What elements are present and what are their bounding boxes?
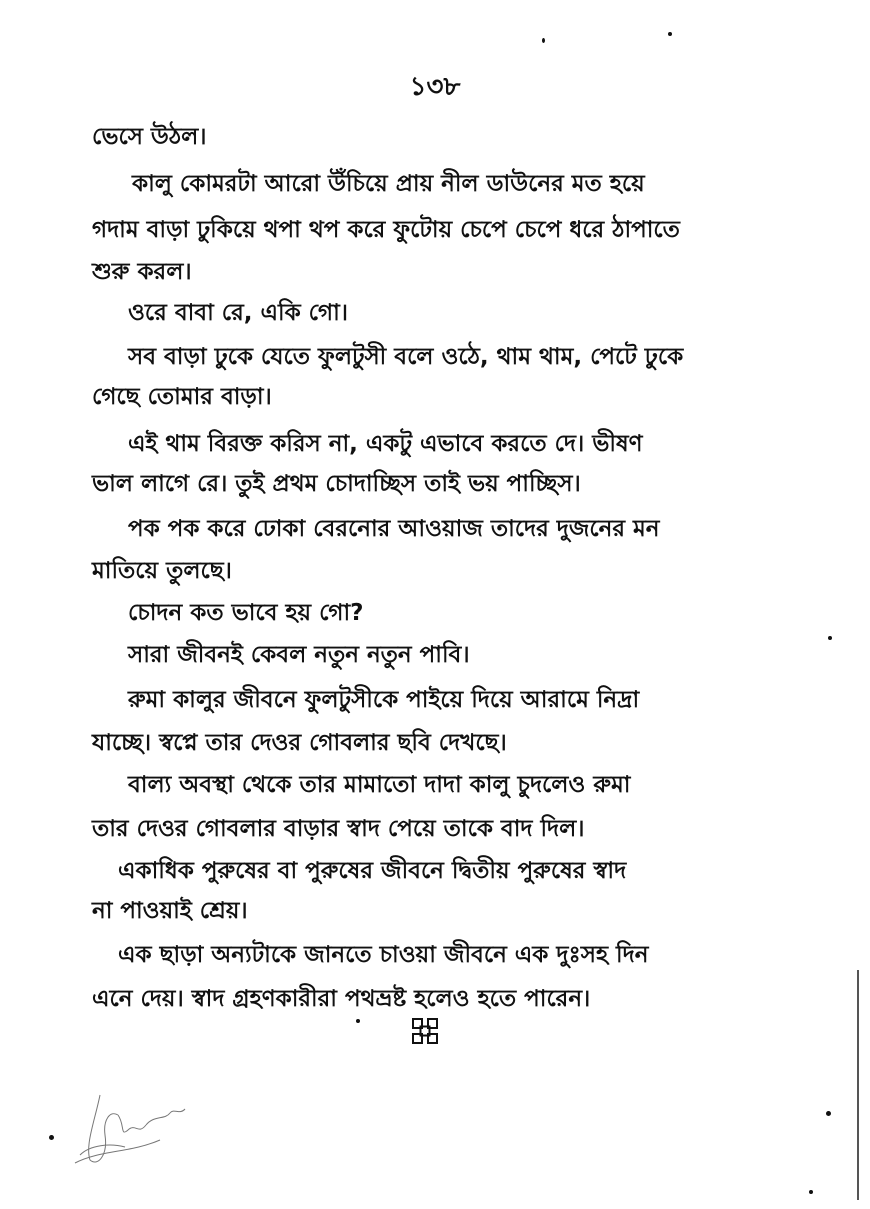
print-speck bbox=[826, 1111, 831, 1116]
text-line: পক পক করে ঢোকা বেরনোর আওয়াজ তাদের দুজনের মন bbox=[128, 516, 660, 542]
text-line: কালু কোমরটা আরো উঁচিয়ে প্রায় নীল ডাউনের মত হয়ে bbox=[132, 171, 645, 197]
print-speck bbox=[356, 1019, 360, 1023]
text-line: একাধিক পুরুষের বা পুরুষের জীবনে দ্বিতীয় পুরুষের স্বাদ bbox=[118, 858, 627, 884]
text-line: ভাল লাগে রে। তুই প্রথম চোদাচ্ছিস তাই ভয় পাচ্ছিস। bbox=[92, 471, 581, 497]
text-line: এক ছাড়া অন্যটাকে জানতে চাওয়া জীবনে এক দুঃসহ দিন bbox=[118, 942, 649, 968]
text-line: বাল্য অবস্থা থেকে তার মামাতো দাদা কালু চুদলেও রুমা bbox=[128, 772, 631, 798]
print-speck bbox=[49, 1135, 54, 1140]
text-line: ভেসে উঠল। bbox=[92, 124, 207, 150]
text-line: মাতিয়ে তুলছে। bbox=[92, 558, 232, 584]
scan-edge-line bbox=[857, 970, 859, 1200]
text-line: ওরে বাবা রে, একি গো। bbox=[128, 300, 348, 326]
page-number: ১৩৮ bbox=[409, 72, 461, 102]
print-speck bbox=[542, 38, 545, 43]
print-speck bbox=[809, 1190, 813, 1194]
end-ornament-icon bbox=[410, 1016, 440, 1046]
print-speck bbox=[668, 32, 672, 36]
text-line: গদাম বাড়া ঢুকিয়ে থপা থপ করে ফুটোয় চেপে চেপে ধরে ঠাপাতে bbox=[92, 217, 680, 243]
text-line: গেছে তোমার বাড়া। bbox=[92, 384, 272, 410]
text-line: তার দেওর গোবলার বাড়ার স্বাদ পেয়ে তাকে বাদ দিল। bbox=[92, 816, 585, 842]
text-line: রুমা কালুর জীবনে ফুলটুসীকে পাইয়ে দিয়ে আরামে নিদ্রা bbox=[128, 687, 640, 713]
text-line: যাচ্ছে। স্বপ্নে তার দেওর গোবলার ছবি দেখছে। bbox=[92, 730, 507, 756]
text-line: এনে দেয়। স্বাদ গ্রহণকারীরা পথভ্রষ্ট হলেও হতে পারেন। bbox=[92, 986, 591, 1012]
text-line: চোদন কত ভাবে হয় গো? bbox=[128, 600, 364, 626]
text-line: এই থাম বিরক্ত করিস না, একটু এভাবে করতে দে। ভীষণ bbox=[128, 431, 643, 457]
text-line: শুরু করল। bbox=[92, 259, 192, 285]
signature-mark bbox=[70, 1075, 200, 1170]
text-line: সারা জীবনই কেবল নতুন নতুন পাবি। bbox=[128, 642, 470, 668]
text-line: না পাওয়াই শ্রেয়। bbox=[92, 898, 248, 924]
print-speck bbox=[828, 636, 832, 640]
text-line: সব বাড়া ঢুকে যেতে ফুলটুসী বলে ওঠে, থাম থাম, পেটে ঢুকে bbox=[128, 344, 684, 370]
